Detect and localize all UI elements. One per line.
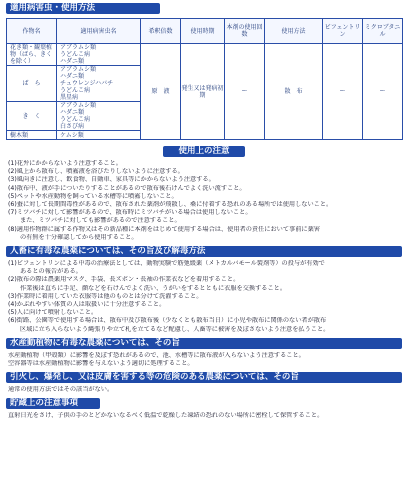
pest-cell: アブラムシ類 うどんこ病 ハダニ類 <box>57 44 141 66</box>
storage-title: 貯蔵上の注意事項 <box>6 398 100 409</box>
aquatic-toxicity-title: 水産動植物に有毒な農薬については、その旨 <box>6 338 402 349</box>
note-line: 空容器等は水産動植物に影響を与えないよう適切に処理すること。 <box>8 360 194 368</box>
timing-cell: 発生又は発病初期 <box>181 44 225 140</box>
note-line: 区域に立ち入らないよう縄張りや立て札を立てるなど配慮し、人畜等に被害を及ぼさないよう注意を払うこと。 <box>20 325 330 333</box>
note-line: また、ミツバチに対しても影響があるので注意すること。 <box>20 217 181 225</box>
header-bifenthrin: ビフェントリン <box>323 19 363 44</box>
header-pest: 適用病害虫名 <box>57 19 141 44</box>
note-line: 通常の使用方法ではその該当がない。 <box>8 386 114 394</box>
pest-cell: ケムシ類 <box>57 131 141 140</box>
count-cell: ー <box>225 44 265 140</box>
application-table <box>6 18 403 140</box>
crop-cell: ば ら <box>7 66 57 102</box>
note-line: (6)街路、公園等で使用する場合は、散布中及び散布後（少なくとも散布当日）に小児や散布に関係のない者が散布 <box>8 317 327 325</box>
dilution-cell: 原 液 <box>141 44 181 140</box>
pest-cell: アブラムシ類 ハダニ類 チュウレンジハバチ うどんこ病 黒星病 <box>57 66 141 102</box>
table-header-row <box>7 19 403 44</box>
header-timing: 使用時期 <box>181 19 225 44</box>
myclobutanil-cell: ー <box>363 44 403 140</box>
note-line: (4)散布中、液が手についたりすることがあるので散布後石けんでよく洗い流すこと。 <box>8 184 246 192</box>
header-count: 本剤の使用回数 <box>225 19 265 44</box>
note-line: あるとの報告がある。 <box>20 268 82 276</box>
note-line: (5)ペットや水産動物を飼っている水槽等に噴霧しないこと。 <box>8 192 178 200</box>
fire-notes <box>6 386 402 394</box>
bifenthrin-cell: ー <box>323 44 363 140</box>
label-page <box>6 3 402 421</box>
crop-cell: き く <box>7 102 57 131</box>
crop-cell: 樹木類 <box>7 131 57 140</box>
note-line: (1)ビフェントリンによる中毒の治療法としては、動物実験で筋弛緩薬（メトカルバモール製剤等）の投与が有効で <box>8 260 325 268</box>
note-line: (8)適用作物群に属する作物又はその新品種に本剤をはじめて使用する場合は、使用者の責任において事前に薬害 <box>8 225 320 233</box>
note-line: 水産動植物（甲殻類）に影響を及ぼす恐れがあるので、池、水槽等に散布液が入らないよう注意すること。 <box>8 351 305 359</box>
aquatic-notes <box>6 352 402 368</box>
note-line: (3)風向きに注意し、飲食物、自動車、家具等にかからないよう注意する。 <box>8 176 215 184</box>
header-method: 使用方法 <box>265 19 323 44</box>
note-line: (4)かぶれやすい体質の人は取扱いに十分注意すること。 <box>8 301 166 309</box>
fire-hazard-title: 引火し、爆発し、又は皮膚を害する等の危険のある農薬については、その旨 <box>6 372 402 383</box>
header-myclobutanil: ミクロブタニル <box>363 19 403 44</box>
header-dilution: 希釈倍数 <box>141 19 181 44</box>
crop-cell: 花き類・観葉植物（ばら、きくを除く） <box>7 44 57 66</box>
human-toxicity-title: 人畜に有毒な農薬については、その旨及び解毒方法 <box>6 246 402 257</box>
method-cell: 散 布 <box>265 44 323 140</box>
note-line: (5)人に向けて噴射しないこと。 <box>8 309 98 317</box>
header-crop: 作物名 <box>7 19 57 44</box>
note-line: (3)作業時に着用していた衣服等は他のものとは分けて洗濯すること。 <box>8 292 203 300</box>
note-line: (6)蚕に対して長期間毒性があるので、散布された薬剤が飛散し、桑に付着する恐れのある場所では使用しないこと。 <box>8 201 333 209</box>
storage-notes <box>6 412 402 420</box>
note-line: 直射日光をさけ、子供の手のとどかないなるべく低温で乾燥した凍結の恐れのない場所に密栓して保管すること。 <box>8 412 324 420</box>
note-line: の有無を十分確認してから使用すること。 <box>20 233 138 241</box>
note-line: (1)花弁にかからないよう注意すること。 <box>8 160 122 167</box>
note-line: (2)風上から散布し、噴霧液を浴びたりしないように注意する。 <box>8 168 184 176</box>
table-row <box>7 44 403 66</box>
table-section-title: 適用病害虫・使用方法 <box>6 3 160 14</box>
note-line: (2)散布の際は農薬用マスク、手袋、長ズボン・長袖の作業衣などを着用すること。 <box>8 276 240 284</box>
human-notes <box>6 260 402 334</box>
note-line: 作業後は直ちに手足、顔などを石けんでよく洗い、うがいをするとともに衣服を交換すること。 <box>20 284 287 292</box>
usage-notes <box>6 160 402 242</box>
usage-section-title: 使用上の注意 <box>163 146 245 157</box>
pest-cell: アブラムシ類 ハダニ類 うどんこ病 白さび病 <box>57 102 141 131</box>
note-line: (7)ミツバチに対して影響があるので、散布時にミツバチがいる場合は使用しないこと。 <box>8 209 252 217</box>
